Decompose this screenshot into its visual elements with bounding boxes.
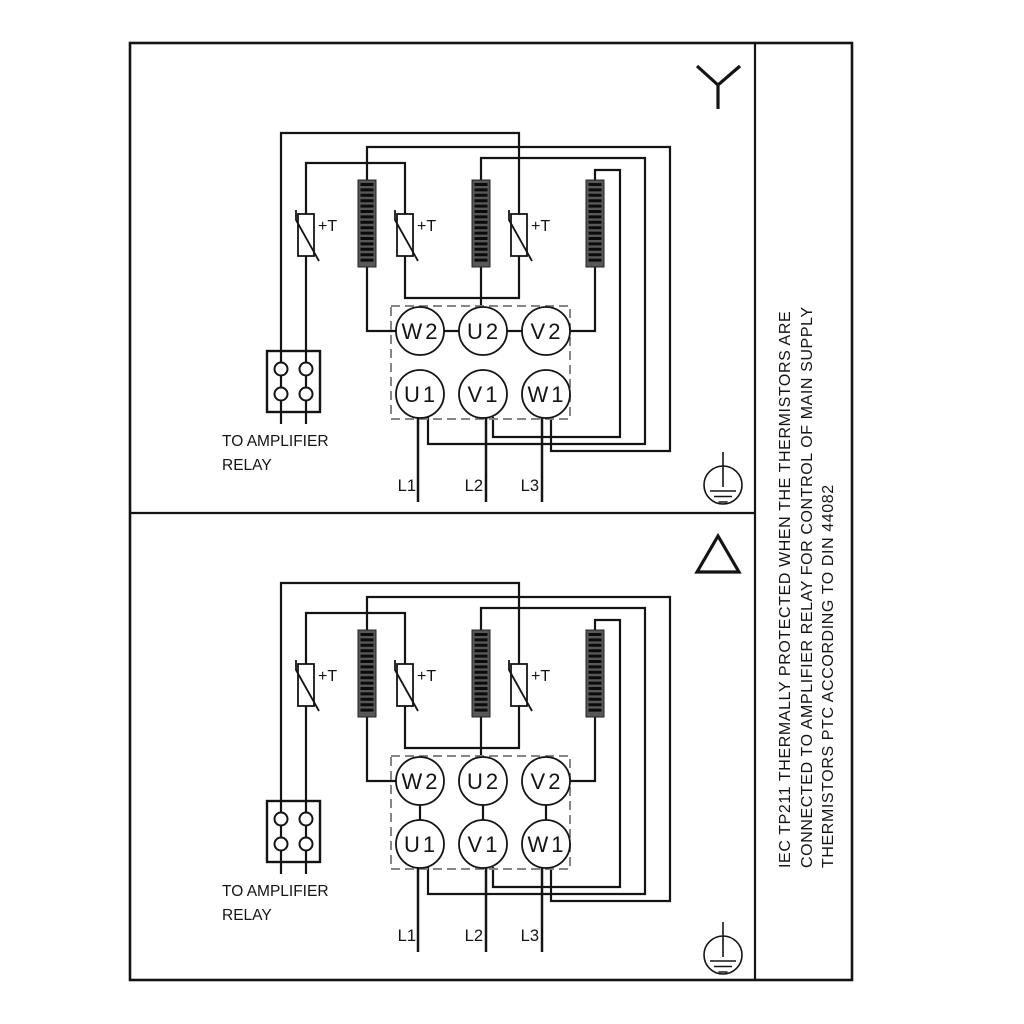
supply-label-l2: L2: [464, 477, 483, 495]
earth-ground-icon-bottom: [704, 922, 742, 974]
thermistor-label: +T: [531, 218, 551, 235]
terminal-label: W2: [401, 319, 441, 344]
sidebar-note: [777, 306, 837, 868]
delta-panel-circuit-copy: [222, 583, 670, 952]
terminal-label: V2: [530, 319, 564, 344]
amplifier-relay-block: [222, 351, 329, 474]
thermistor-icon: [511, 214, 527, 256]
thermistor-icon: [397, 214, 413, 256]
terminal-w1: [522, 370, 570, 418]
star-connection-icon: [697, 66, 740, 109]
relay-note-line1: TO AMPLIFIER: [222, 433, 329, 450]
thermistor-3: [509, 210, 550, 261]
delta-connection-icon: [697, 536, 739, 572]
supply-label-l3: L3: [520, 477, 539, 495]
wire-thermistor2-to-thermistor3: [405, 256, 519, 298]
supply-label-l1: L1: [397, 477, 416, 495]
thermistor-label: +T: [417, 218, 437, 235]
terminal-u1: [396, 370, 444, 418]
relay-block-outline: [267, 351, 320, 412]
wire-coil3-bottom-to-v2: [570, 267, 595, 331]
terminal-label: U1: [403, 382, 439, 407]
terminal-label: U2: [466, 319, 502, 344]
earth-ground-icon: [704, 452, 742, 504]
relay-terminal: [275, 363, 288, 376]
delta-column-links: [420, 805, 546, 820]
terminal-v1: [459, 370, 507, 418]
relay-terminal: [300, 363, 313, 376]
thermistor-icon: [298, 214, 314, 256]
terminal-w2: [396, 307, 444, 355]
coil-winding-2: [472, 180, 490, 267]
terminal-label: W1: [527, 382, 567, 407]
relay-terminal: [300, 388, 313, 401]
terminal-label: V1: [467, 382, 501, 407]
ground-bars: [710, 491, 736, 502]
panel-circuit-core: [222, 133, 670, 502]
sidebar-note-line1: IEC TP211 THERMALLY PROTECTED WHEN THE THERMISTORS ARE: [777, 310, 794, 868]
relay-note-line2: RELAY: [222, 457, 272, 474]
wire-thermistor1-to-thermistor2: [306, 163, 405, 214]
coil-winding-3: [586, 180, 604, 267]
sidebar-note-line2: CONNECTED TO AMPLIFIER RELAY FOR CONTROL OF MAIN SUPPLY: [799, 306, 816, 868]
coil-winding-1: [358, 180, 376, 267]
thermistor-1: [296, 210, 337, 261]
sidebar-note-line3: THERMISTORS PTC ACCORDING TO DIN 44082: [820, 484, 837, 868]
terminal-u2: [459, 307, 507, 355]
relay-terminal: [275, 388, 288, 401]
terminal-v2: [522, 307, 570, 355]
thermistor-2: [395, 210, 436, 261]
thermistor-label: +T: [318, 218, 338, 235]
